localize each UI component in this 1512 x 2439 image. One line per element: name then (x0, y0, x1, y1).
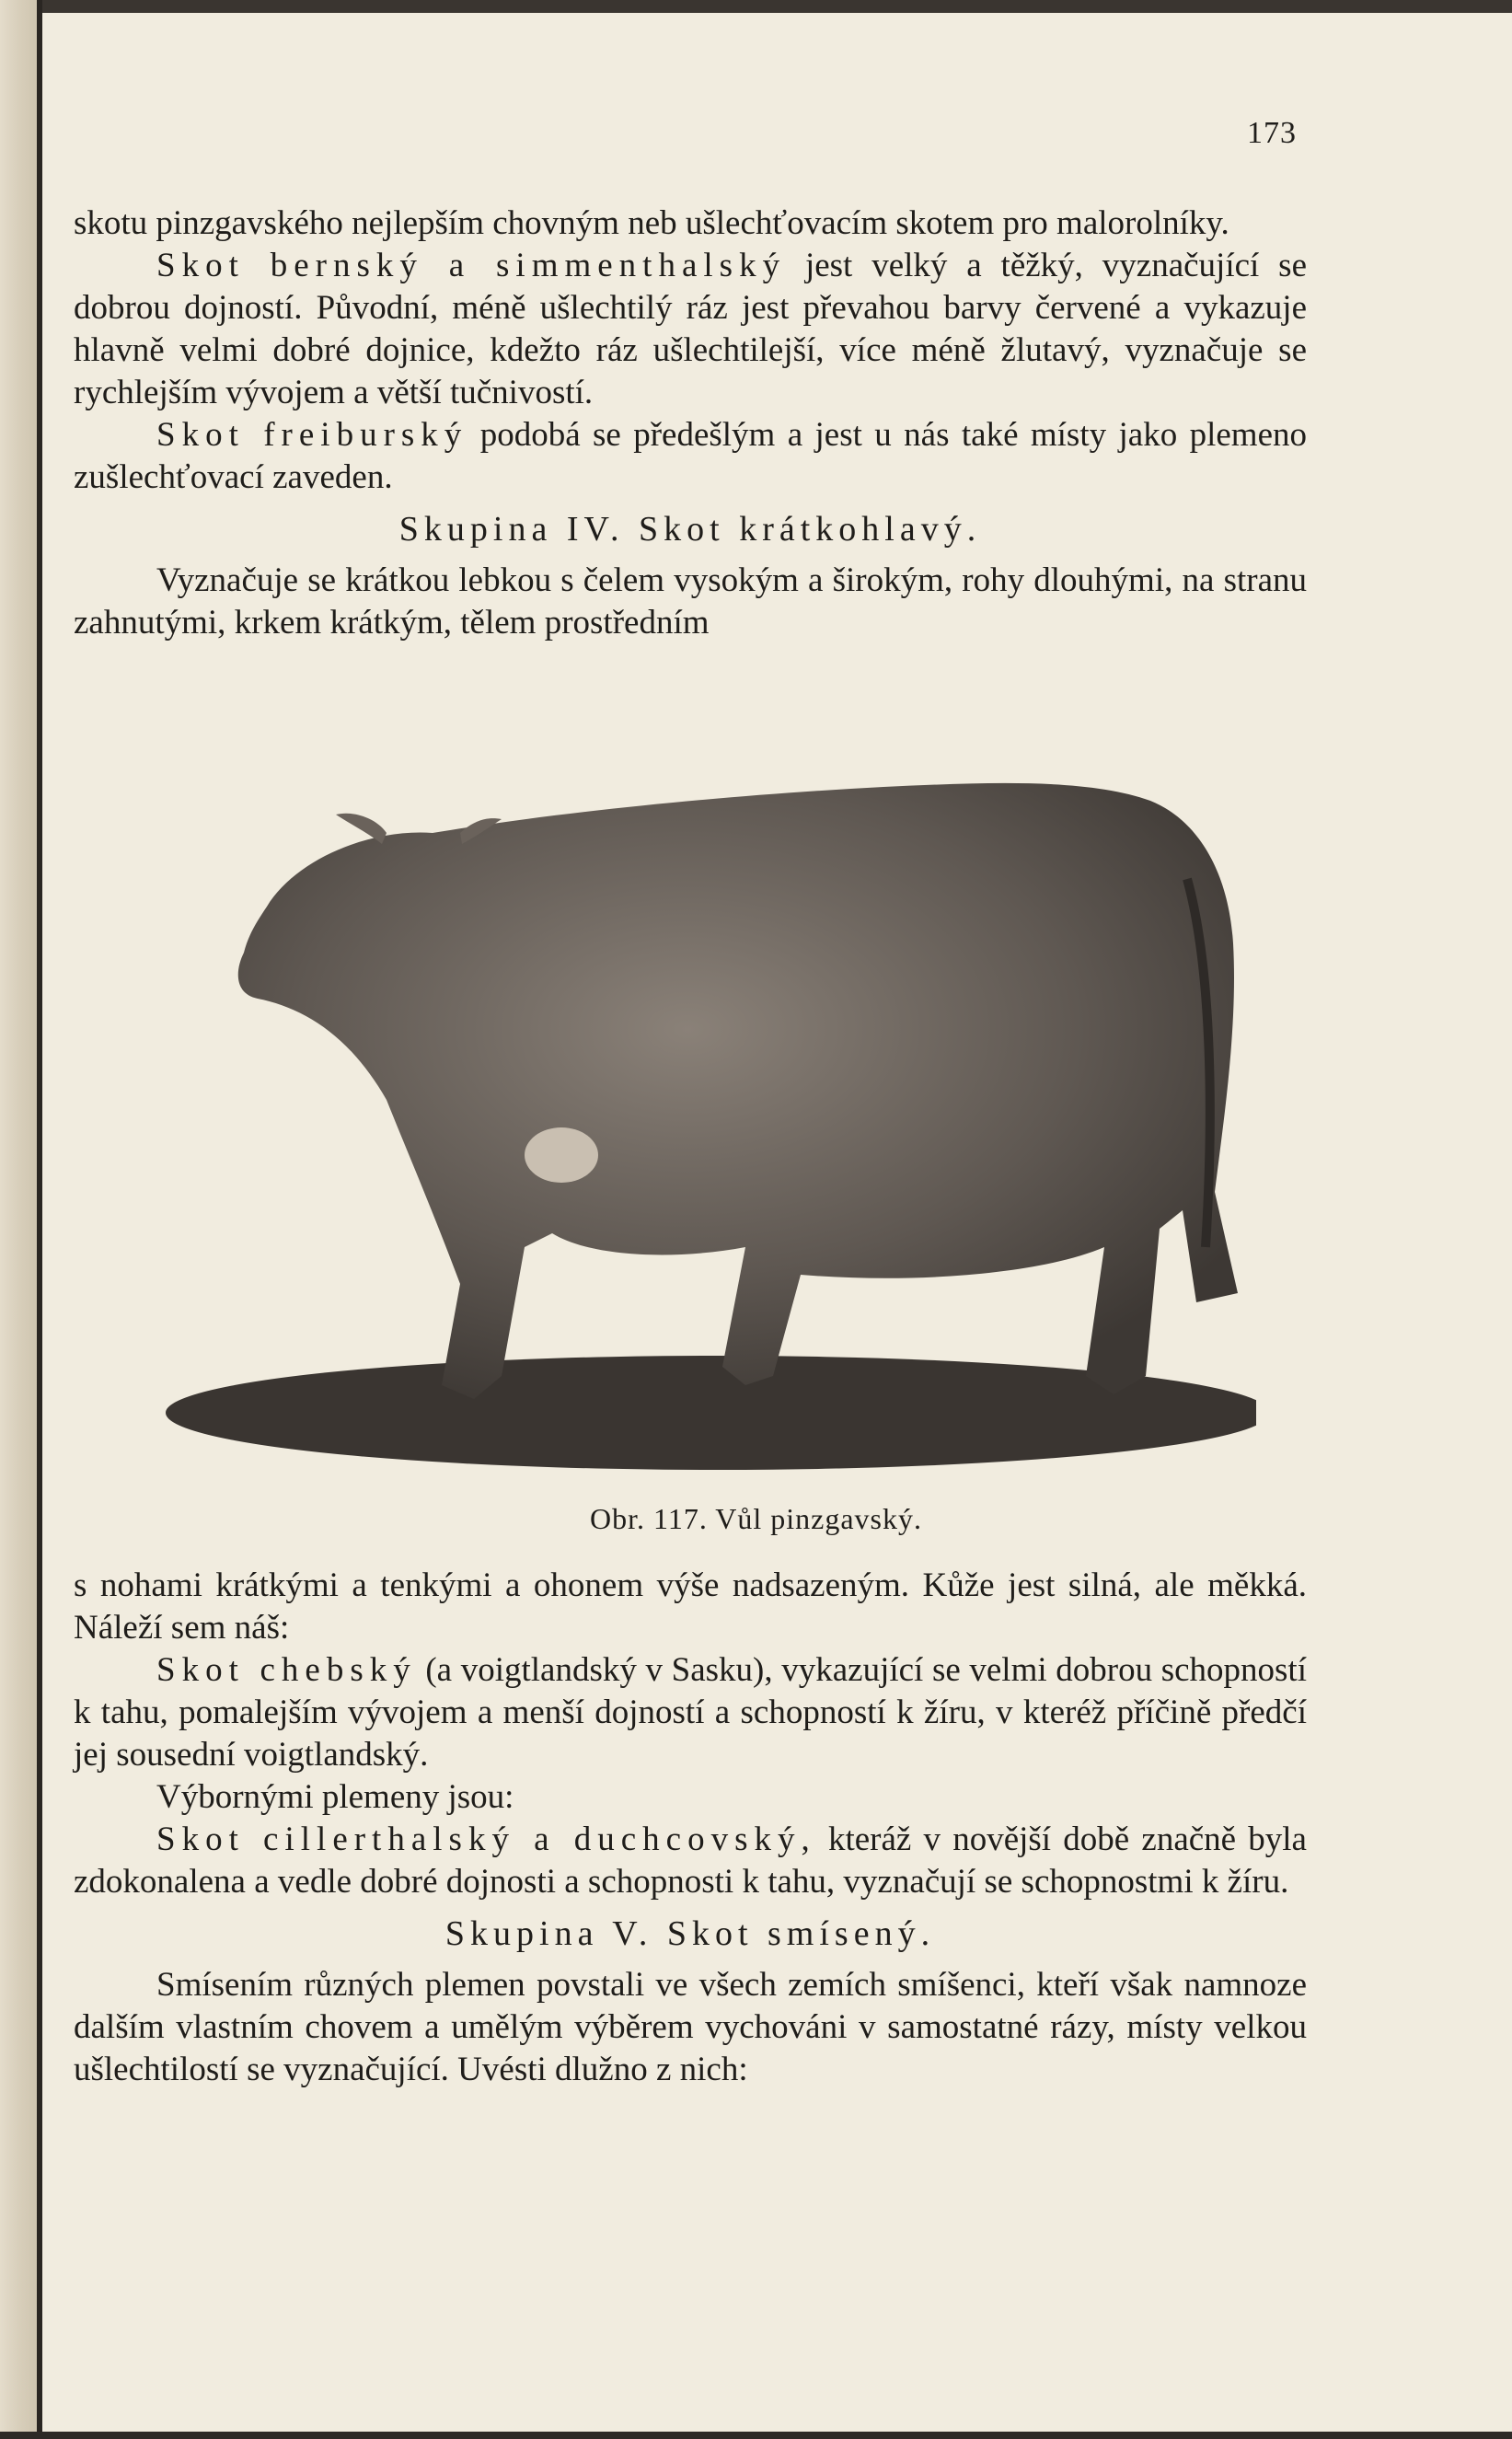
breed-name-bern: Skot bernský a simmenthalský (156, 247, 787, 284)
text-block-bottom (74, 1565, 1307, 2091)
paragraph-8 (74, 1819, 1307, 1903)
ox-horn-left (336, 814, 387, 844)
paragraph-5: s nohami krátkými a tenkými a ohonem výše nadsazeným. Kůže jest silná, ale měkká. Náleží sem náš: (74, 1566, 1307, 1647)
paragraph-4: Vyznačuje se krátkou lebkou s čelem vysokým a širokým, rohy dlouhými, na stranu zahnutými, krkem krátkým, tělem prostředním (74, 561, 1307, 642)
breed-name-cheb: Skot chebský (156, 1651, 417, 1689)
figure-ox-photo (156, 732, 1256, 1491)
paragraph-8-text: kteráž v novější době značně byla zdokonalena a vedle dobré dojnosti a schopnosti k tahu, vyznačují se schopnostmi k žíru. (74, 1821, 1307, 1901)
paragraph-2-text: jest velký a těžký, vyznačující se dobrou dojností. Původní, méně ušlechtilý ráz jest převahou barvy červené a vykazuje hlavně velmi dobré dojnice, kdežto ráz ušlechtilejší, více méně žlutavý, vyznačuje se rychlejším vývojem a větší tučnivostí. (74, 247, 1308, 411)
paragraph-2 (74, 245, 1307, 414)
paragraph-7: Výbornými plemeny jsou: (156, 1778, 514, 1816)
page-top-edge (0, 0, 1512, 13)
breed-name-ciller: Skot cillerthalský a duchcovský, (156, 1821, 816, 1858)
section-heading-v: Skupina V. Skot smísený. (444, 1914, 936, 1953)
page-number: 173 (1247, 116, 1297, 150)
paragraph-3 (74, 414, 1307, 499)
ox-illustration (156, 732, 1256, 1491)
text-block-top (74, 202, 1307, 644)
ox-dewlap-light (525, 1127, 598, 1183)
gutter-shadow (37, 0, 42, 2439)
section-heading-iv: Skupina IV. Skot krátkohlavý. (398, 510, 982, 549)
figure-caption: Obr. 117. Vůl pinzgavský. (590, 1502, 922, 1535)
page-bottom-edge (0, 2432, 1512, 2439)
book-binding (0, 0, 37, 2439)
paragraph-3-text: podobá se předešlým a jest u nás také místy jako plemeno zušlechťovací zaveden. (74, 416, 1307, 496)
paragraph-1: skotu pinzgavského nejlepším chovným neb ušlechťovacím skotem pro malorolníky. (74, 204, 1229, 242)
breed-name-freiburg: Skot freiburský (156, 416, 468, 454)
ox-body (238, 783, 1238, 1399)
paragraph-6-text: (a voigtlandský v Sasku), vykazující se velmi dobrou schopností k tahu, pomalejším vývojem a menší dojností a schopností k žíru, v kteréž příčině předčí jej sousední voigtlandský. (74, 1651, 1307, 1774)
paragraph-9: Smísením různých plemen povstali ve všech zemích smíšenci, kteří však namnoze dalším vlastním chovem a umělým výběrem vychováni v samostatné rázy, místy velkou ušlechtilostí se vyznačující. Uvésti dlužno z nich: (74, 1966, 1307, 2088)
paragraph-6 (74, 1649, 1307, 1776)
